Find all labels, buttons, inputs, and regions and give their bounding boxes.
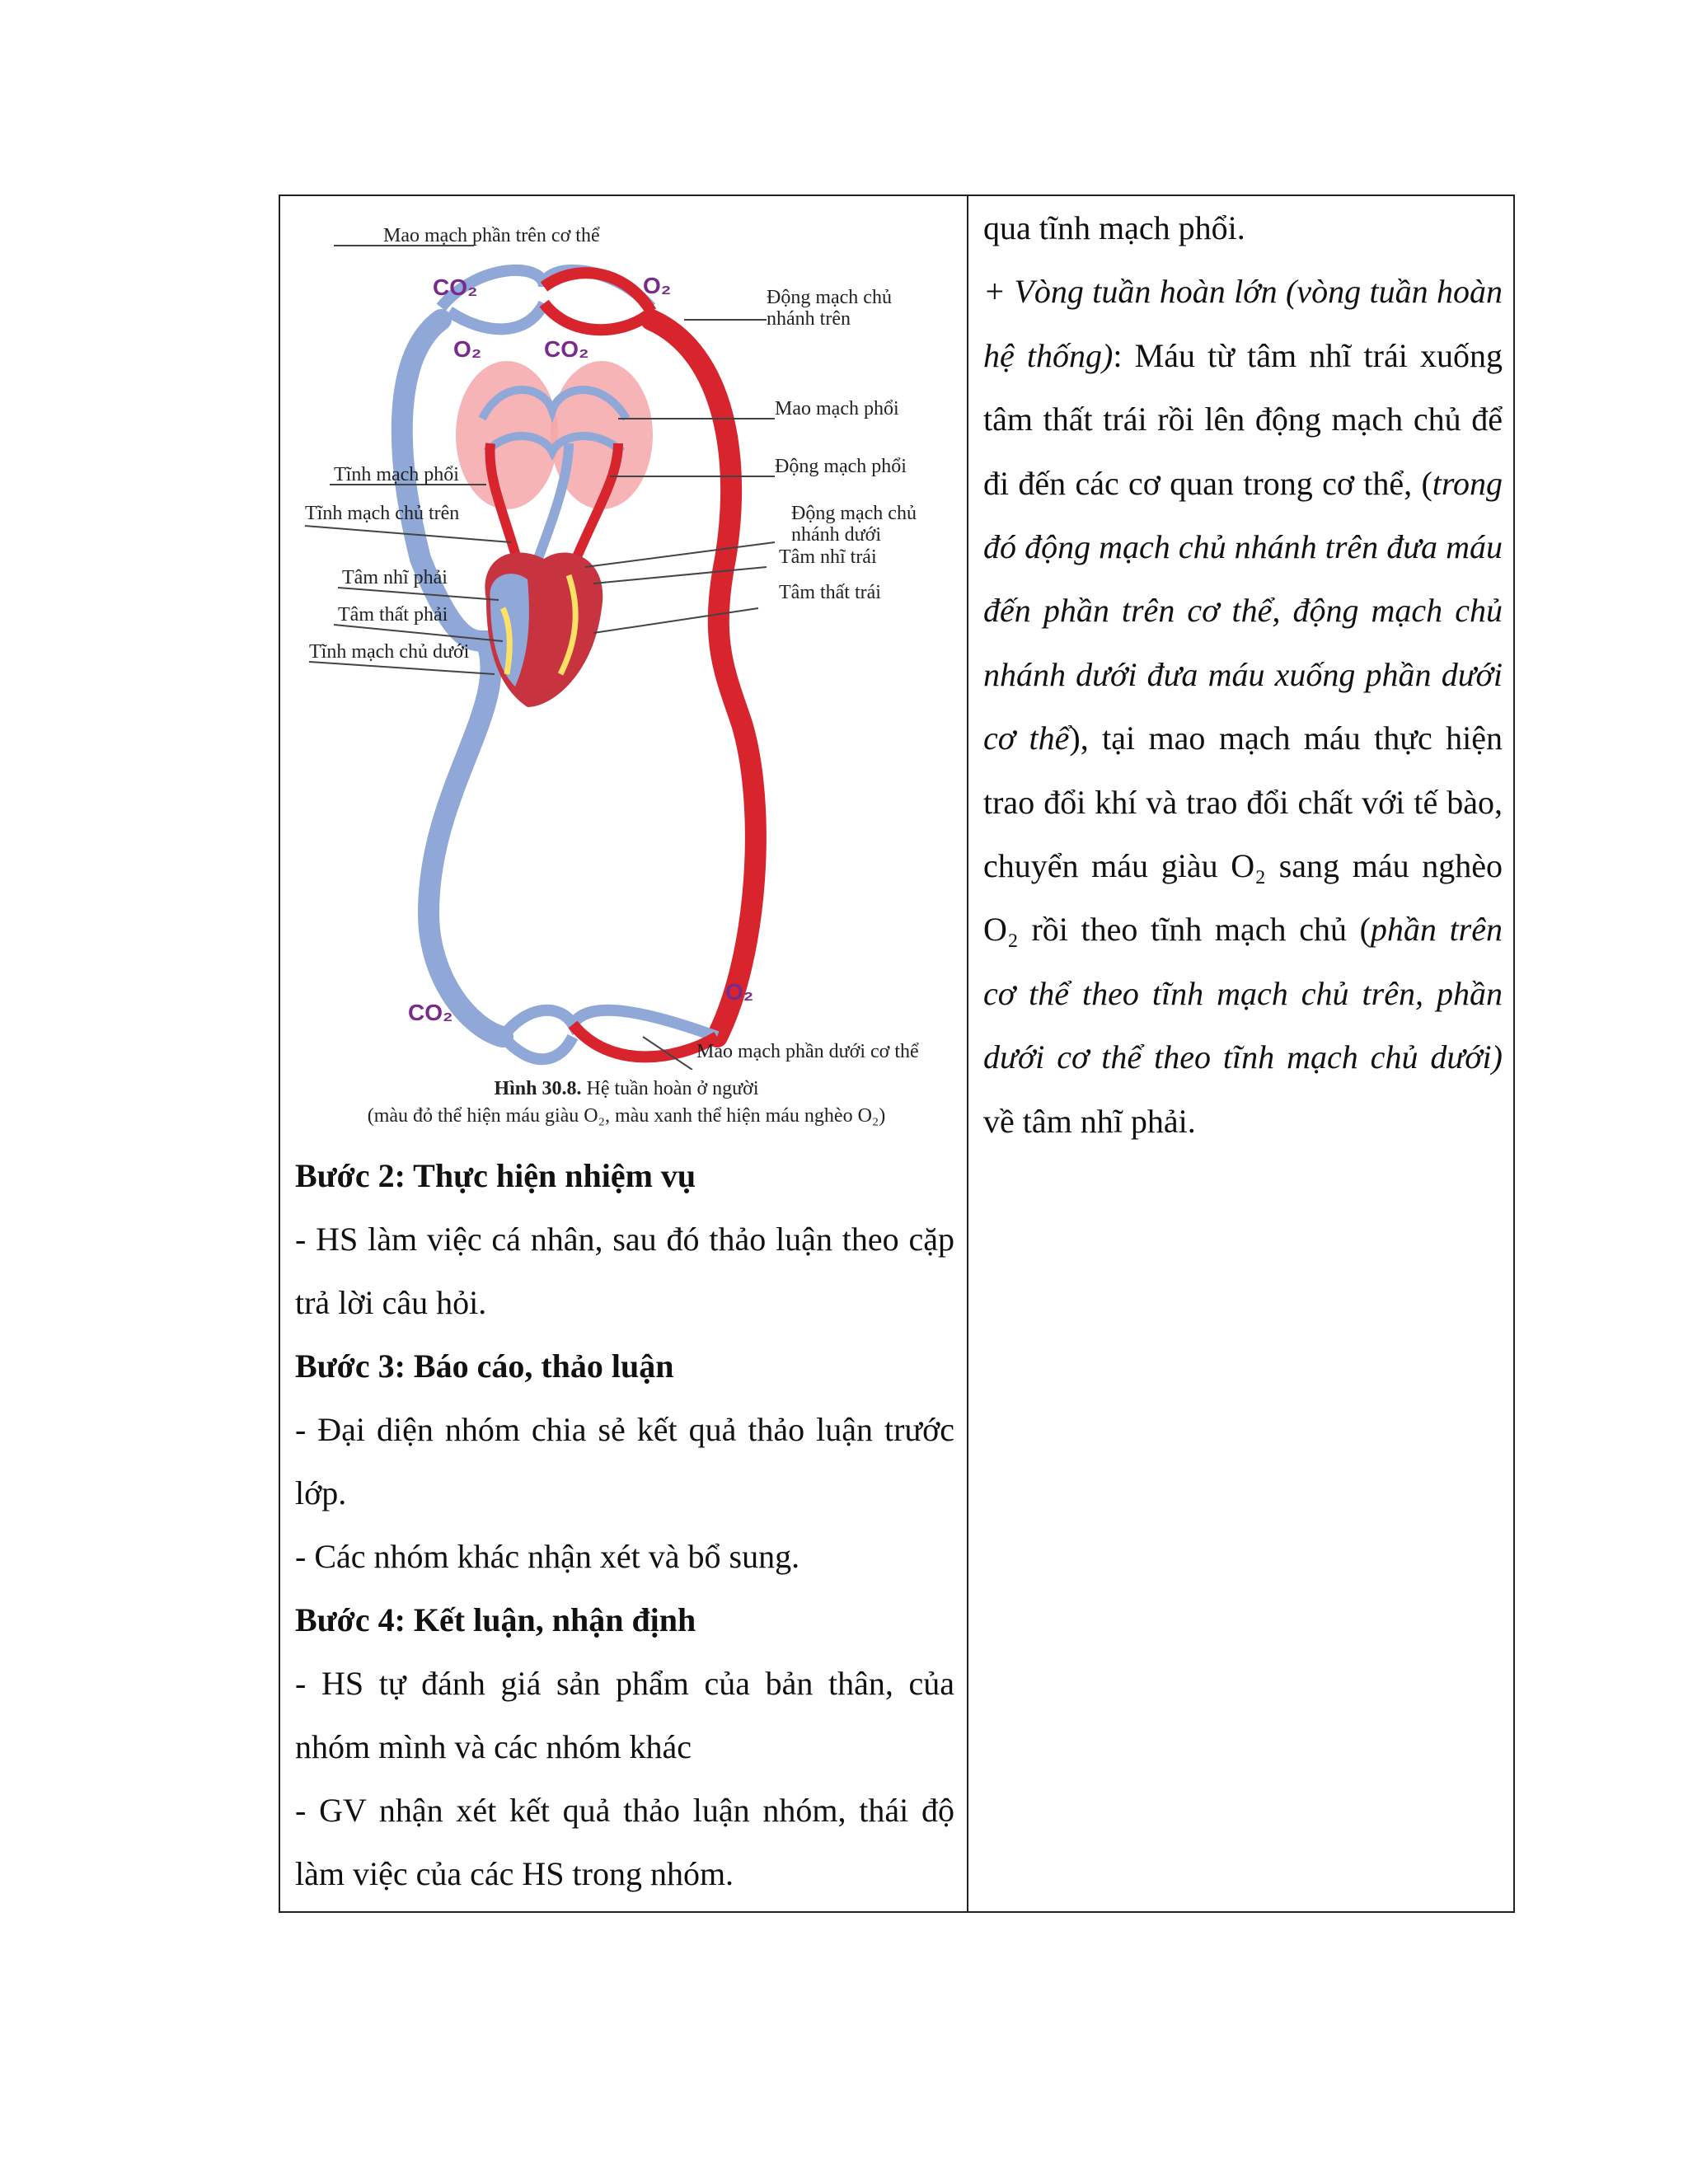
co2-lower-label: CO₂: [408, 1000, 453, 1025]
label-pulmonary-capillaries: Mao mạch phổi: [775, 398, 899, 419]
step4-title: Bước 4: Kết luận, nhận định: [295, 1601, 696, 1638]
label-superior-vena-cava: Tĩnh mạch chủ trên: [305, 503, 460, 524]
step2-line: - HS làm việc cá nhân, sau đó thảo luận theo cặp trả lời câu hỏi.: [295, 1221, 954, 1321]
caption-note: (màu đỏ thể hiện máu giàu O₂, màu xanh thể hiện máu nghèo O₂): [367, 1105, 886, 1127]
label-lower-capillaries: Mao mạch phần dưới cơ thể: [696, 1041, 919, 1062]
step4-line1: - HS tự đánh giá sản phẩm của bản thân, của nhóm mình và các nhóm khác: [295, 1665, 954, 1765]
label-aorta-lower: Động mạch chủ nhánh dưới: [791, 503, 917, 546]
right-column: [968, 196, 1515, 1911]
label-right-ventricle: Tâm thất phải: [338, 604, 448, 626]
lesson-table: [279, 194, 1515, 1913]
step3-line1: - Đại diện nhóm chia sẻ kết quả thảo luận trước lớp.: [295, 1411, 954, 1511]
right-body: [983, 260, 1503, 1153]
left-column: [280, 196, 967, 1911]
vena-cava-desc: phần trên cơ thể theo tĩnh mạch chủ trên, phần dưới cơ thể theo tĩnh mạch chủ dưới): [983, 911, 1503, 1076]
co2-upper-label: CO₂: [433, 274, 478, 300]
step3-line2: - Các nhóm khác nhận xét và bổ sung.: [295, 1538, 800, 1575]
step2-title: Bước 2: Thực hiện nhiệm vụ: [295, 1157, 696, 1194]
o2-lower-label: O₂: [725, 979, 754, 1005]
label-aorta-upper: Động mạch chủ nhánh trên: [767, 287, 892, 330]
label-pulmonary-artery: Động mạch phổi: [775, 456, 907, 477]
left-steps: [295, 1144, 954, 1905]
systemic-title: + Vòng tuần hoàn lớn (vòng tuần hoàn hệ thống): [983, 273, 1503, 374]
step4-line2: - GV nhận xét kết quả thảo luận nhóm, thái độ làm việc của các HS trong nhóm.: [295, 1792, 954, 1892]
right-paragraph: [983, 196, 1503, 1153]
heart: [485, 552, 603, 707]
aorta-branches: trong đó động mạch chủ nhánh trên đưa máu đến phần trên cơ thể, động mạch chủ nhánh dưới đưa máu xuống phần dưới cơ thể: [983, 464, 1503, 757]
figure-caption: [297, 1078, 956, 1100]
right-line1: qua tĩnh mạch phổi.: [983, 209, 1245, 246]
right-artery-loop: [651, 320, 756, 1037]
caption-title: Hình 30.8.: [494, 1078, 582, 1099]
caption-text: Hệ tuần hoàn ở người: [586, 1078, 759, 1099]
co2-lung-label: CO₂: [544, 336, 589, 362]
o2-upper-label: O₂: [643, 273, 672, 298]
label-right-atrium: Tâm nhĩ phải: [342, 567, 448, 588]
systemic-desc: : Máu từ tâm nhĩ trái xuống tâm thất trái rồi lên động mạch chủ để đi đến các cơ quan trong cơ thể, (: [983, 336, 1503, 502]
o2-lung-label: O₂: [453, 336, 482, 362]
return-desc: về tâm nhĩ phải.: [983, 1102, 1196, 1140]
label-upper-capillaries: Mao mạch phần trên cơ thể: [383, 225, 600, 246]
label-left-atrium: Tâm nhĩ trái: [779, 546, 877, 568]
label-left-ventricle: Tâm thất trái: [779, 582, 881, 603]
circulation-diagram: [297, 213, 956, 1070]
exchange-desc: ), tại mao mạch máu thực hiện trao đổi khí và trao đổi chất với tế bào, chuyển máu giàu O₂ sang máu nghèo O₂ rồi theo tĩnh mạch chủ (: [983, 719, 1503, 949]
label-inferior-vena-cava: Tĩnh mạch chủ dưới: [309, 641, 470, 663]
label-pulmonary-vein: Tĩnh mạch phổi: [334, 464, 459, 485]
step3-title: Bước 3: Báo cáo, thảo luận: [295, 1347, 674, 1385]
circulatory-figure: [297, 213, 956, 1127]
lower-capillaries: [503, 1010, 717, 1059]
